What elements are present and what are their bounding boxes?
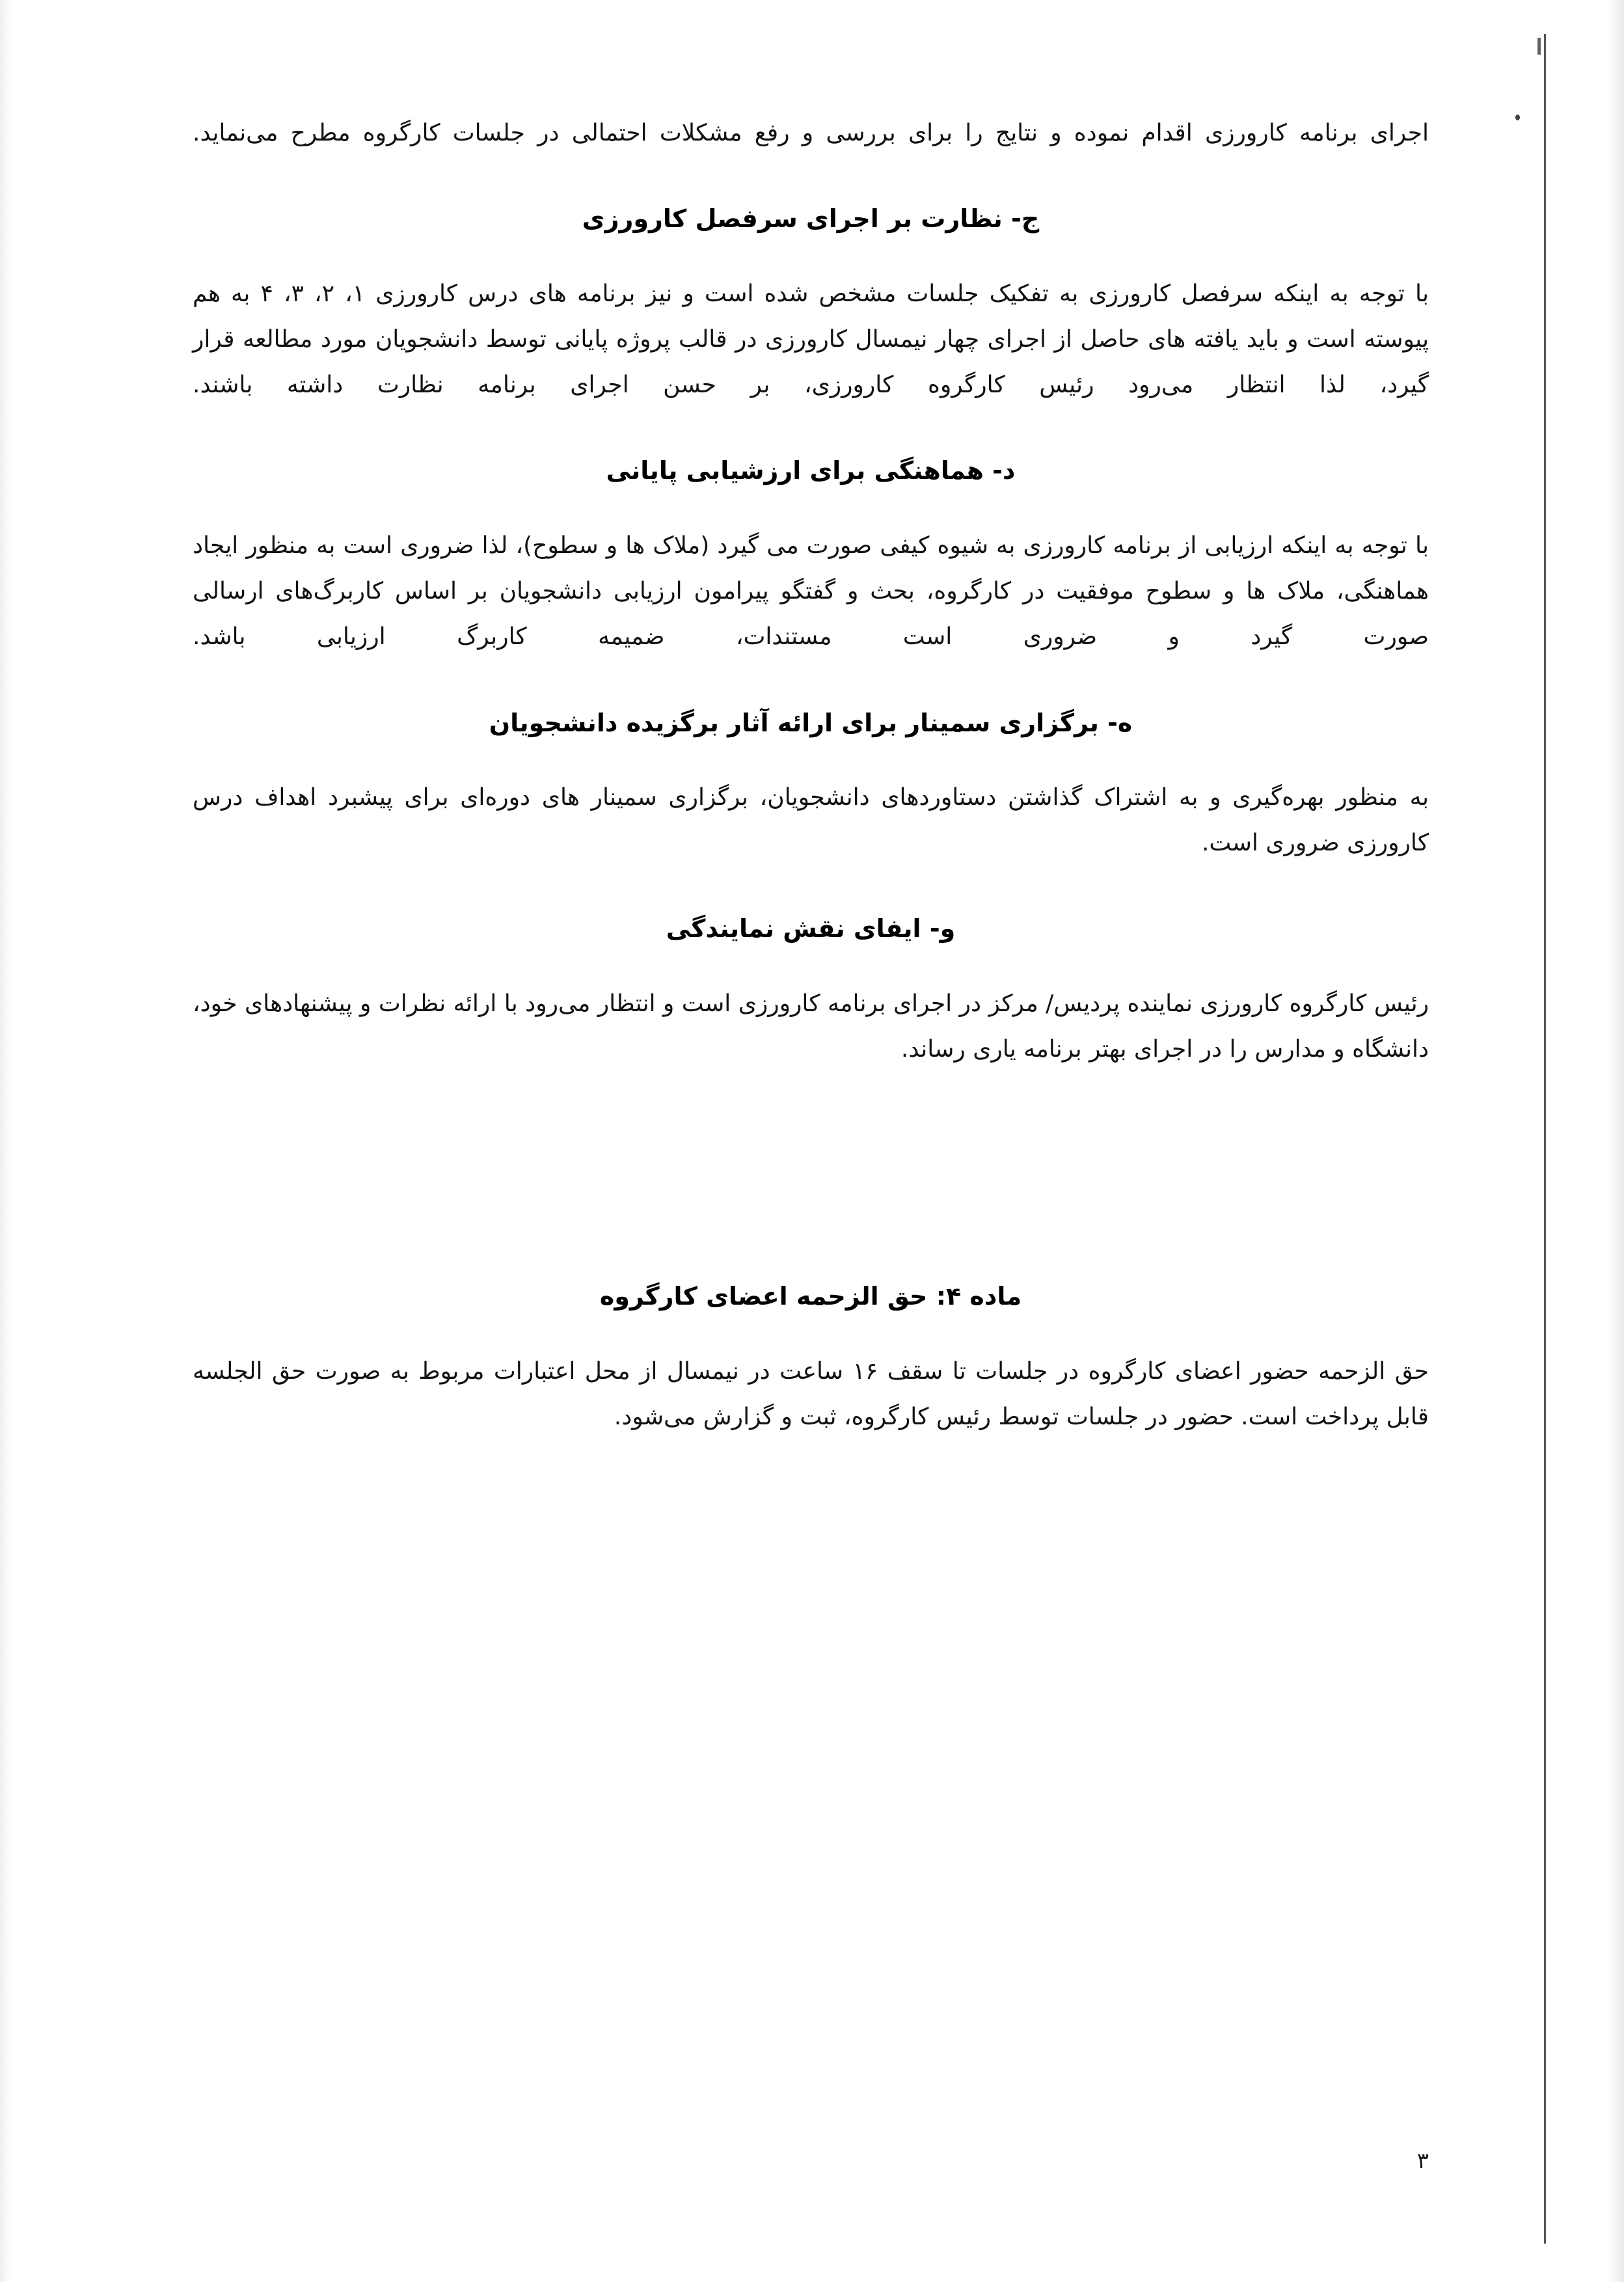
scan-artifact-line bbox=[1544, 34, 1546, 2244]
document-body bbox=[193, 111, 1429, 1474]
paragraph-section-d: با توجه به اینکه ارزیابی از برنامه کارورزی به شیوه کیفی صورت می گیرد (ملاک ها و سطوح)، لذا ضروری است به منظور ایجاد هماهنگی، ملاک ها و سطوح موفقیت در کارگروه، بحث و گفتگو پیرامون ارزیابی دانشجویان بر اساس کاربرگ‌های ارسالی صورت گیرد و ضروری است مستندات، ضمیمه کاربرگ ارزیابی باشد. bbox=[193, 532, 1429, 651]
paragraph-section-j: با توجه به اینکه سرفصل کارورزی به تفکیک جلسات مشخص شده است و نیز برنامه های درس کارورزی ۱، ۲، ۳، ۴ به هم پیوسته است و باید یافته های حاصل از اجرای چهار نیمسال کارورزی در قالب پروژه پایانی توسط دانشجویان مورد مطالعه قرار گیرد، لذا انتظار می‌رود رئیس کارگروه کارورزی، بر حسن اجرای برنامه نظارت داشته باشند. bbox=[193, 280, 1429, 399]
heading-section-h: ه- برگزاری سمینار برای ارائه آثار برگزیده دانشجویان bbox=[489, 708, 1133, 737]
paragraph-intro: اجرای برنامه کارورزی اقدام نموده و نتایج را برای بررسی و رفع مشکلات احتمالی در جلسات کارگروه مطرح می‌نماید. bbox=[193, 120, 1429, 146]
scan-artifact-speck bbox=[1515, 115, 1520, 120]
heading-section-j: ج- نظارت بر اجرای سرفصل کارورزی bbox=[582, 204, 1040, 234]
paragraph-article-4: حق الزحمه حضور اعضای کارگروه در جلسات تا سقف ۱۶ ساعت در نیمسال از محل اعتبارات مربوط به صورت حق الجلسه قابل پرداخت است. حضور در جلسات توسط رئیس کارگروه، ثبت و گزارش می‌شود. bbox=[193, 1358, 1429, 1431]
heading-section-v: و- ایفای نقش نمایندگی bbox=[666, 914, 956, 944]
scan-edge-left bbox=[0, 0, 12, 2282]
scan-artifact-speck-top bbox=[1537, 38, 1541, 55]
heading-section-d: د- هماهنگی برای ارزشیابی پایانی bbox=[606, 456, 1016, 485]
paragraph-section-v: رئیس کارگروه کارورزی نماینده پردیس/ مرکز در اجرای برنامه کارورزی است و انتظار می‌رود با ارائه نظرات و پیشنهادهای خود، دانشگاه و مدارس را در اجرای بهتر برنامه یاری رساند. bbox=[193, 990, 1429, 1063]
paragraph-section-h: به منظور بهره‌گیری و به اشتراک گذاشتن دستاوردهای دانشجویان، برگزاری سمینار های دوره‌ای برای پیشبرد اهداف درس کارورزی ضروری است. bbox=[193, 784, 1429, 857]
section-spacer bbox=[193, 1106, 1429, 1178]
heading-article-4: ماده ۴: حق الزحمه اعضای کارگروه bbox=[599, 1282, 1022, 1311]
page-number: ۳ bbox=[1416, 2148, 1429, 2174]
scan-edge-right bbox=[1607, 0, 1624, 2282]
